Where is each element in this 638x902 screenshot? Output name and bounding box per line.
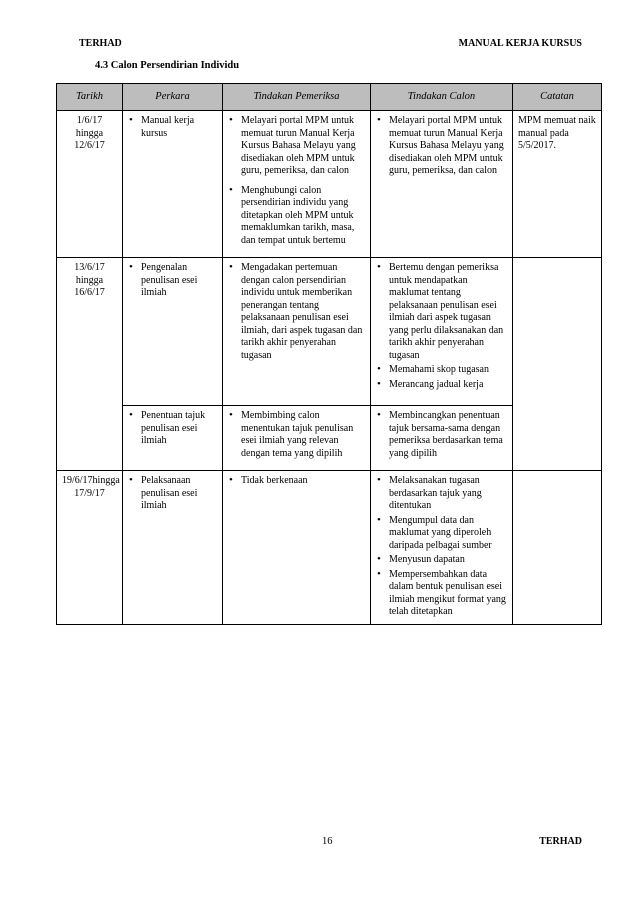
date-cell: 1/6/17 hingga 12/6/17 [57,111,123,258]
list-item: • Merancang jadual kerja [376,379,507,392]
header-document-title: MANUAL KERJA KURSUS [458,38,582,49]
catatan-cell [513,258,602,471]
list-item: • Manual kerja kursus [128,115,217,140]
date-cell: 13/6/17 hingga 16/6/17 [57,258,123,471]
list-item: • Mengumpul data dan maklumat yang diperoleh daripada pelbagai sumber [376,515,507,553]
table-row [57,258,602,406]
pemeriksa-cell [223,111,371,258]
footer-classification: TERHAD [539,836,582,847]
header-classification: TERHAD [79,38,122,49]
list-item: • Mempersembahkan data dalam bentuk penulisan esei ilmiah mengikut format yang telah ditetapkan [376,569,507,619]
list-item: • Tidak berkenaan [228,475,365,488]
date-cell: 19/6/17hingga 17/9/17 [57,471,123,625]
calon-cell [371,258,513,406]
calon-cell [371,406,513,471]
list-item: • Membimbing calon menentukan tajuk penulisan esei ilmiah yang relevan dengan tema yang dipilih [228,410,365,460]
perkara-cell [123,406,223,471]
list-item: • Bertemu dengan pemeriksa untuk mendapatkan maklumat tentang pelaksanaan penulisan esei ilmiah dari aspek tugasan yang perlu dilaksanakan dan tarikh akhir penyerahan tugasan [376,262,507,362]
catatan-cell: MPM memuat naik manual pada 5/5/2017. [513,111,602,258]
list-item: • Pengenalan penulisan esei ilmiah [128,262,217,300]
column-header-tindakan-pemeriksa: Tindakan Pemeriksa [223,84,371,111]
column-header-tindakan-calon: Tindakan Calon [371,84,513,111]
list-item: • Pelaksanaan penulisan esei ilmiah [128,475,217,513]
table-row [57,471,602,625]
list-item: • Mengadakan pertemuan dengan calon persendirian individu untuk memberikan penerangan tentang pelaksanaan penulisan esei ilmiah, dari aspek tugasan dan tarikh akhir penyerahan tugasan [228,262,365,362]
list-item: • Melayari portal MPM untuk memuat turun Manual Kerja Kursus Bahasa Melayu yang disediakan oleh MPM untuk guru, pemeriksa, dan calon [376,115,507,178]
page-number: 16 [322,836,333,847]
perkara-cell [123,258,223,406]
list-item: • Melayari portal MPM untuk memuat turun Manual Kerja Kursus Bahasa Melayu yang disediakan oleh MPM untuk guru, pemeriksa, dan calon [228,115,365,178]
calon-cell [371,471,513,625]
table-row [57,111,602,258]
perkara-cell [123,471,223,625]
list-item: • Membincangkan penentuan tajuk bersama-sama dengan pemeriksa berdasarkan tema yang dipilih [376,410,507,460]
column-header-perkara: Perkara [123,84,223,111]
list-item: • Melaksanakan tugasan berdasarkan tajuk yang ditentukan [376,475,507,513]
section-title: 4.3 Calon Persendirian Individu [95,60,240,71]
calon-cell [371,111,513,258]
list-item: • Menghubungi calon persendirian individu yang ditetapkan oleh MPM untuk memaklumkan tarikh, masa, dan tempat untuk bertemu [228,185,365,248]
list-item: • Menyusun dapatan [376,554,507,567]
table-header-row [57,84,602,111]
column-header-catatan: Catatan [513,84,602,111]
pemeriksa-cell [223,258,371,406]
list-item: • Penentuan tajuk penulisan esei ilmiah [128,410,217,448]
pemeriksa-cell [223,471,371,625]
list-item: • Memahami skop tugasan [376,364,507,377]
catatan-cell [513,471,602,625]
perkara-cell [123,111,223,258]
schedule-table [56,83,602,625]
column-header-tarikh: Tarikh [57,84,123,111]
pemeriksa-cell [223,406,371,471]
